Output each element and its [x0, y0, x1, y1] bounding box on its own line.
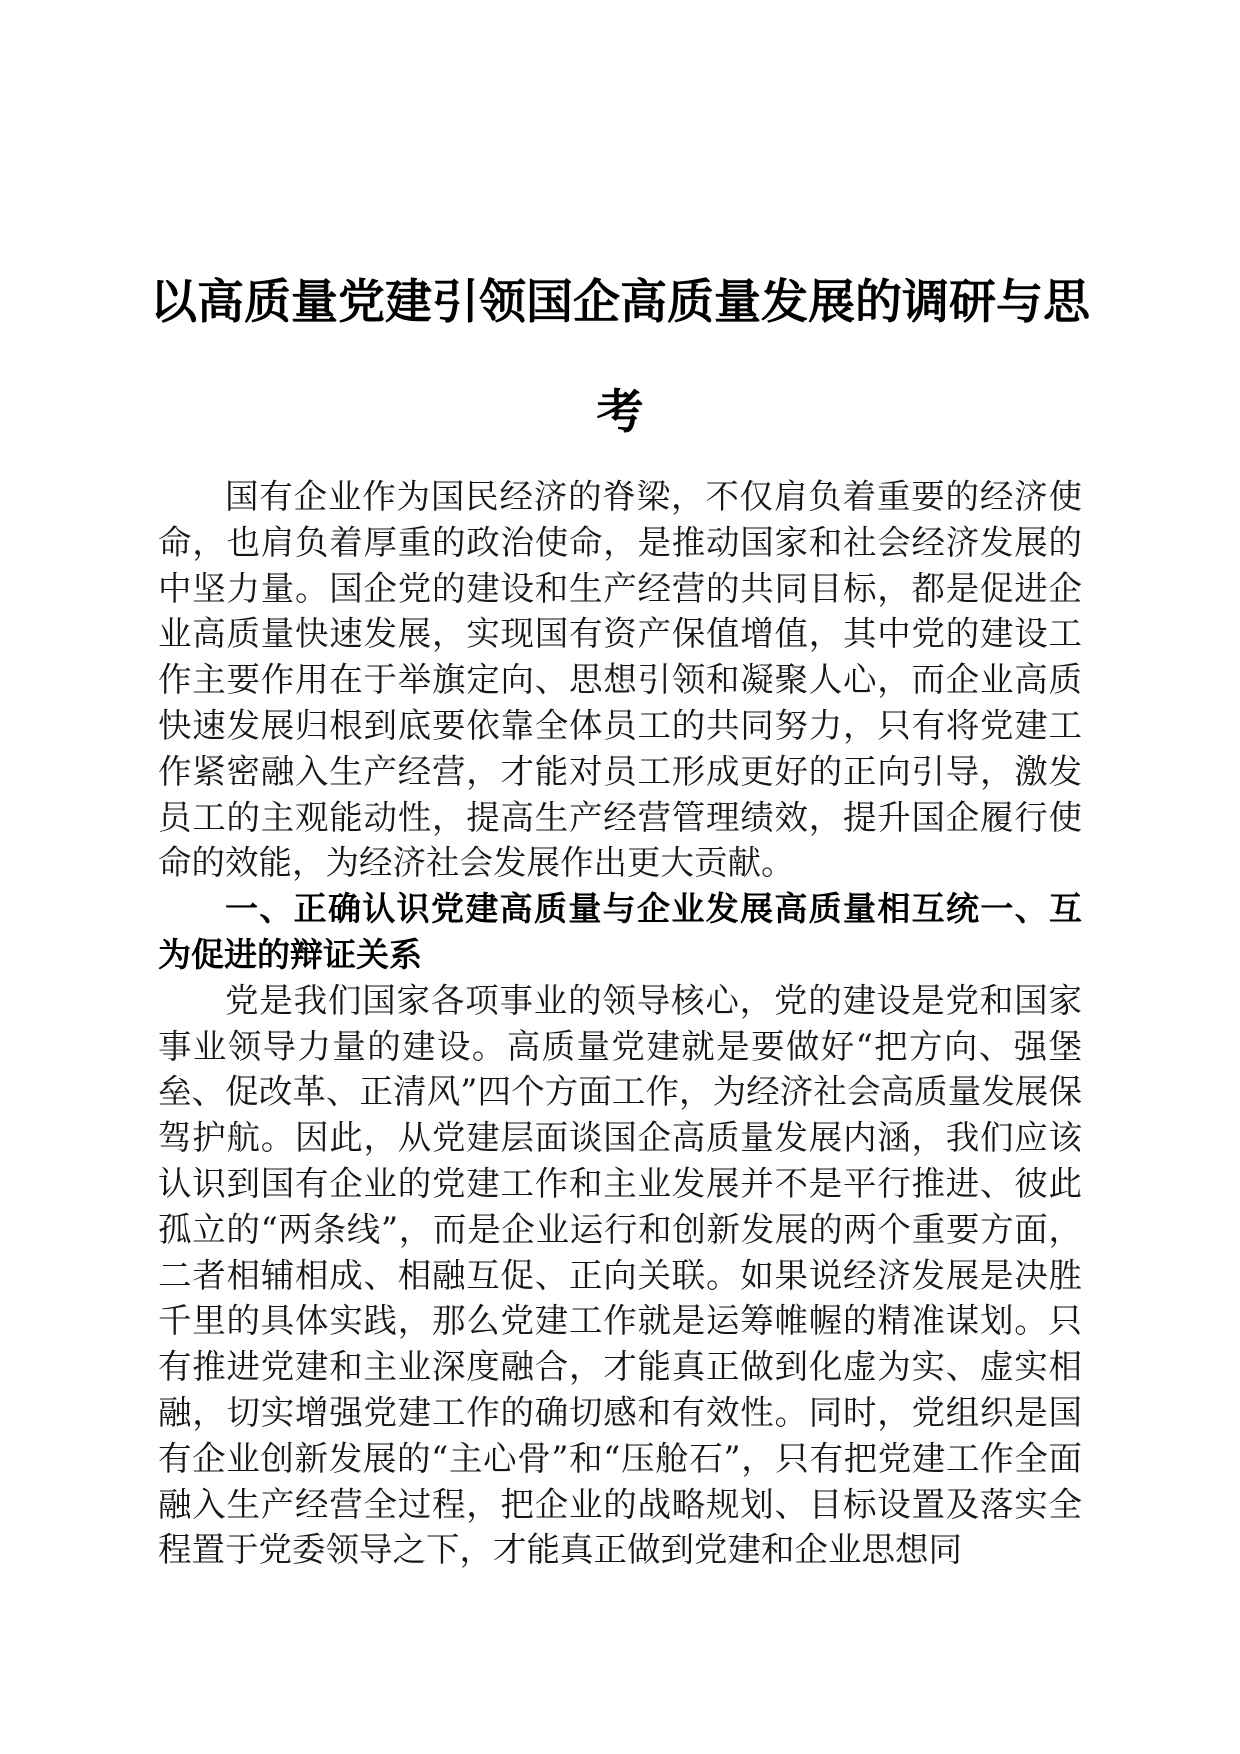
document-body [158, 474, 1082, 1573]
section-paragraph: 党是我们国家各项事业的领导核心，党的建设是党和国家事业领导力量的建设。高质量党建就是要做好“把方向、强堡垒、促改革、正清风”四个方面工作，为经济社会高质量发展保驾护航。因此，从党建层面谈国企高质量发展内涵，我们应该认识到国有企业的党建工作和主业发展并不是平行推进、彼此孤立的“两条线”，而是企业运行和创新发展的两个重要方面，二者相辅相成、相融互促、正向关联。如果说经济发展是决胜千里的具体实践，那么党建工作就是运筹帷幄的精准谋划。只有推进党建和主业深度融合，才能真正做到化虚为实、虚实相融，切实增强党建工作的确切感和有效性。同时，党组织是国有企业创新发展的“主心骨”和“压舱石”，只有把党建工作全面融入生产经营全过程，把企业的战略规划、目标设置及落实全程置于党委领导之下，才能真正做到党建和企业思想同 [158, 980, 1082, 1570]
intro-paragraph: 国有企业作为国民经济的脊梁，不仅肩负着重要的经济使命，也肩负着厚重的政治使命，是推动国家和社会经济发展的中坚力量。国企党的建设和生产经营的共同目标，都是促进企业高质量快速发展，实现国有资产保值增值，其中党的建设工作主要作用在于举旗定向、思想引领和凝聚人心，而企业高质快速发展归根到底要依靠全体员工的共同努力，只有将党建工作紧密融入生产经营，才能对员工形成更好的正向引导，激发员工的主观能动性，提高生产经营管理绩效，提升国企履行使命的效能，为经济社会发展作出更大贡献。 [158, 477, 1082, 883]
document-title: 以高质量党建引领国企高质量发展的调研与思考 [150, 275, 1090, 440]
section-heading: 一、正确认识党建高质量与企业发展高质量相互统一、互为促进的辩证关系 [158, 889, 1082, 974]
